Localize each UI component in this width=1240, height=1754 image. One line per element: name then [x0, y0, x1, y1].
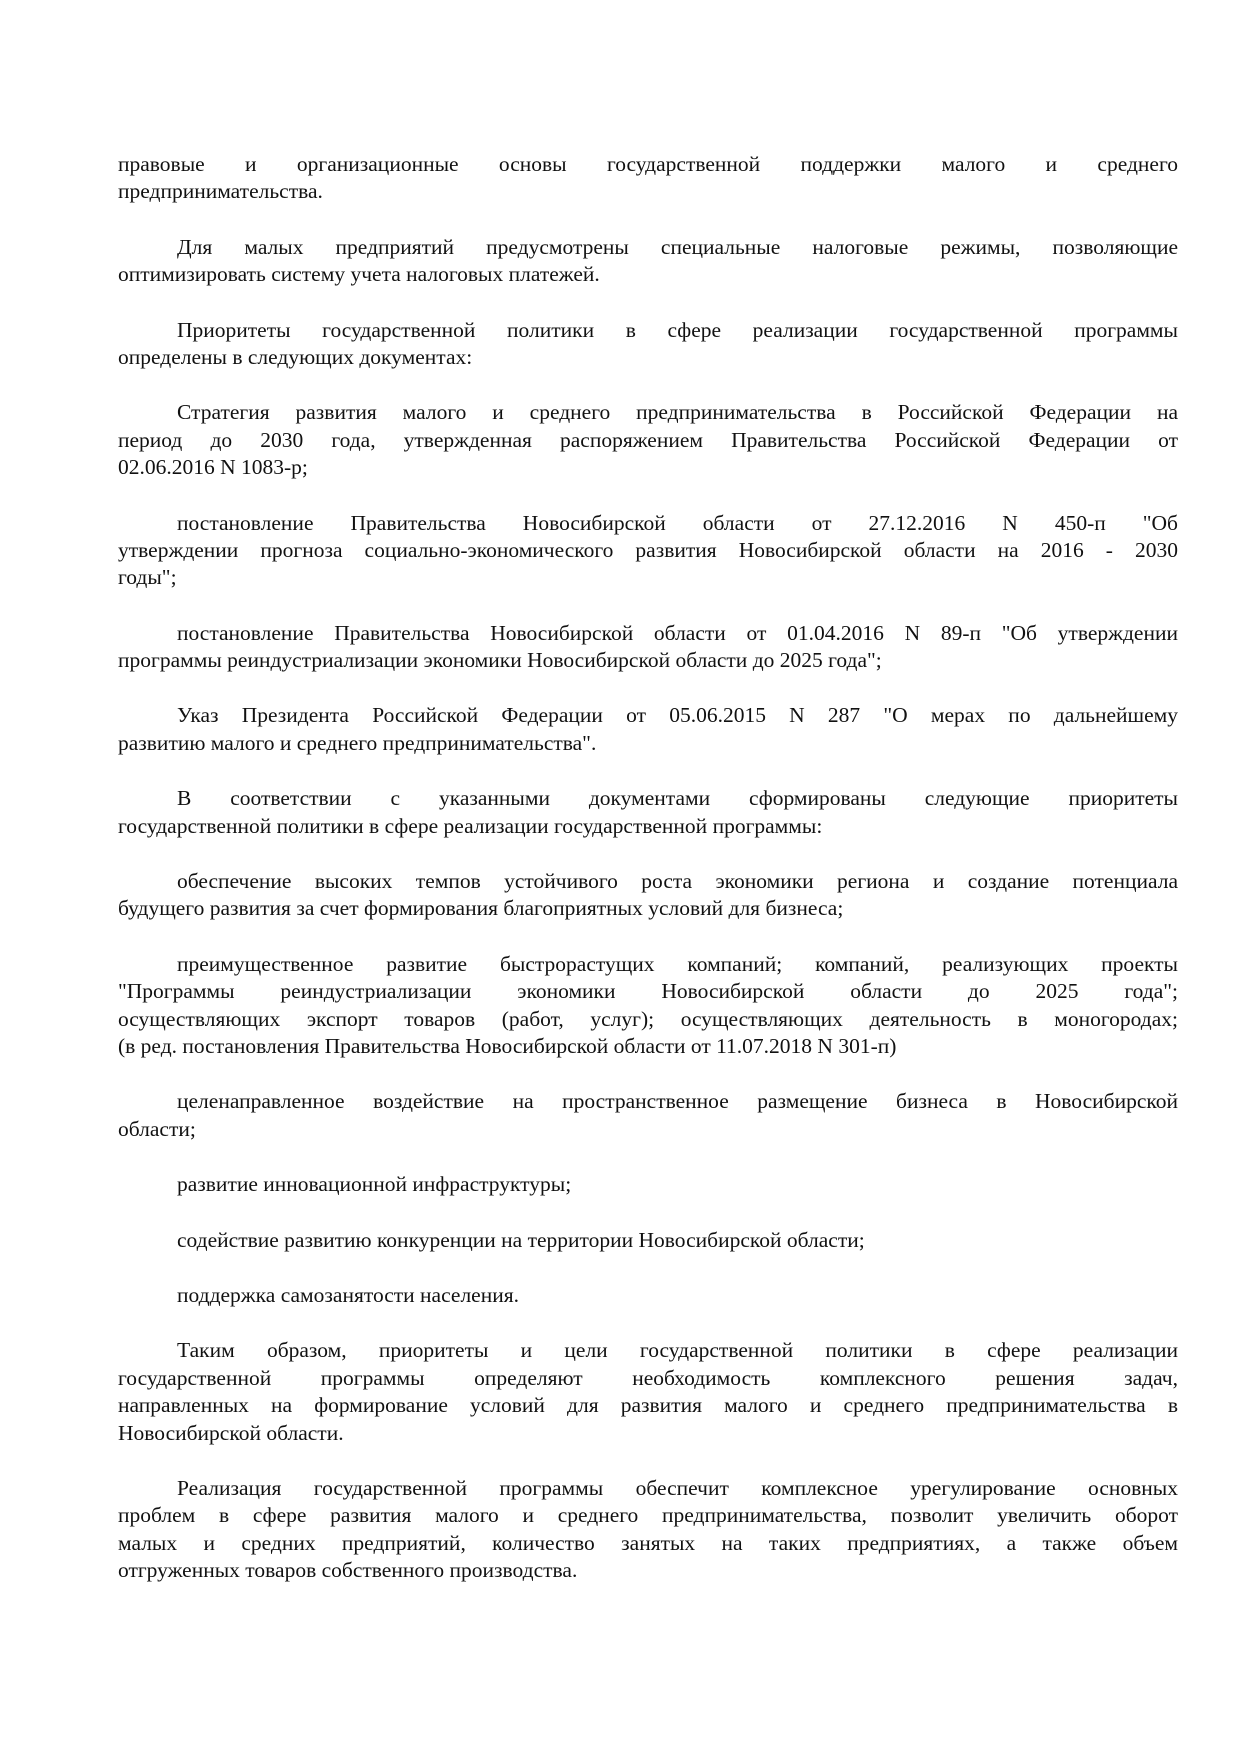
paragraph	[118, 151, 1178, 206]
text-line: содействие развитию конкуренции на территории Новосибирской области;	[177, 1227, 865, 1252]
text-line: осуществляющих экспорт товаров (работ, услуг); осуществляющих деятельность в моногородах;	[118, 1006, 1178, 1031]
paragraph	[118, 234, 1178, 289]
document-page	[118, 151, 1178, 1612]
text-line: государственной программы определяют необходимость комплексного решения задач,	[118, 1365, 1178, 1390]
text-line: целенаправленное воздействие на пространственное размещение бизнеса в Новосибирской	[177, 1089, 1178, 1114]
paragraph	[118, 1088, 1178, 1143]
paragraph	[118, 1171, 1178, 1198]
paragraph	[118, 868, 1178, 923]
text-line: период до 2030 года, утвержденная распоряжением Правительства Российской Федерации от	[118, 427, 1178, 452]
paragraph	[118, 1475, 1178, 1585]
paragraph	[118, 399, 1178, 481]
paragraph	[118, 317, 1178, 372]
text-line: постановление Правительства Новосибирской области от 27.12.2016 N 450-п "Об	[177, 510, 1178, 535]
paragraph	[118, 951, 1178, 1061]
text-line: постановление Правительства Новосибирской области от 01.04.2016 N 89-п "Об утверждении	[177, 620, 1178, 645]
paragraph	[118, 620, 1178, 675]
text-line: преимущественное развитие быстрорастущих компаний; компаний, реализующих проекты	[177, 951, 1178, 976]
paragraph	[118, 1227, 1178, 1254]
paragraph	[118, 1282, 1178, 1309]
text-line: оптимизировать систему учета налоговых платежей.	[118, 262, 600, 287]
text-line: Для малых предприятий предусмотрены специальные налоговые режимы, позволяющие	[177, 234, 1178, 259]
text-line: государственной политики в сфере реализации государственной программы:	[118, 813, 823, 838]
text-line: поддержка самозанятости населения.	[177, 1282, 519, 1307]
paragraph	[118, 510, 1178, 592]
text-line: обеспечение высоких темпов устойчивого роста экономики региона и создание потенциала	[177, 869, 1178, 894]
text-line: годы";	[118, 565, 177, 590]
text-line: области;	[118, 1116, 196, 1141]
text-line: Указ Президента Российской Федерации от 05.06.2015 N 287 "О мерах по дальнейшему	[177, 703, 1178, 728]
text-line: программы реиндустриализации экономики Новосибирской области до 2025 года";	[118, 648, 882, 673]
text-line: проблем в сфере развития малого и среднего предпринимательства, позволит увеличить оборот	[118, 1503, 1178, 1528]
paragraph	[118, 785, 1178, 840]
text-line: Приоритеты государственной политики в сфере реализации государственной программы	[177, 317, 1178, 342]
text-line: Стратегия развития малого и среднего предпринимательства в Российской Федерации на	[177, 400, 1178, 425]
paragraph	[118, 702, 1178, 757]
text-line: предпринимательства.	[118, 179, 323, 204]
text-line: правовые и организационные основы государственной поддержки малого и среднего	[118, 152, 1178, 176]
text-line: "Программы реиндустриализации экономики Новосибирской области до 2025 года";	[118, 979, 1178, 1004]
text-line: отгруженных товаров собственного производства.	[118, 1558, 578, 1583]
text-line: развитию малого и среднего предпринимательства".	[118, 730, 597, 755]
text-line: определены в следующих документах:	[118, 344, 473, 369]
amendment-note: (в ред. постановления Правительства Новосибирской области от 11.07.2018 N 301-п)	[118, 1033, 897, 1058]
text-line: Таким образом, приоритеты и цели государственной политики в сфере реализации	[177, 1338, 1178, 1363]
text-line: Новосибирской области.	[118, 1420, 344, 1445]
text-line: направленных на формирование условий для развития малого и среднего предпринимательства в	[118, 1393, 1178, 1418]
text-line: развитие инновационной инфраструктуры;	[177, 1172, 572, 1197]
text-line: Реализация государственной программы обеспечит комплексное урегулирование основных	[177, 1475, 1178, 1500]
paragraph	[118, 1337, 1178, 1447]
text-line: 02.06.2016 N 1083-р;	[118, 455, 308, 480]
text-line: В соответствии с указанными документами сформированы следующие приоритеты	[177, 786, 1178, 811]
text-line: будущего развития за счет формирования благоприятных условий для бизнеса;	[118, 896, 844, 921]
text-line: малых и средних предприятий, количество занятых на таких предприятиях, а также объем	[118, 1530, 1178, 1555]
text-line: утверждении прогноза социально-экономического развития Новосибирской области на 2016 - 2030	[118, 537, 1178, 562]
